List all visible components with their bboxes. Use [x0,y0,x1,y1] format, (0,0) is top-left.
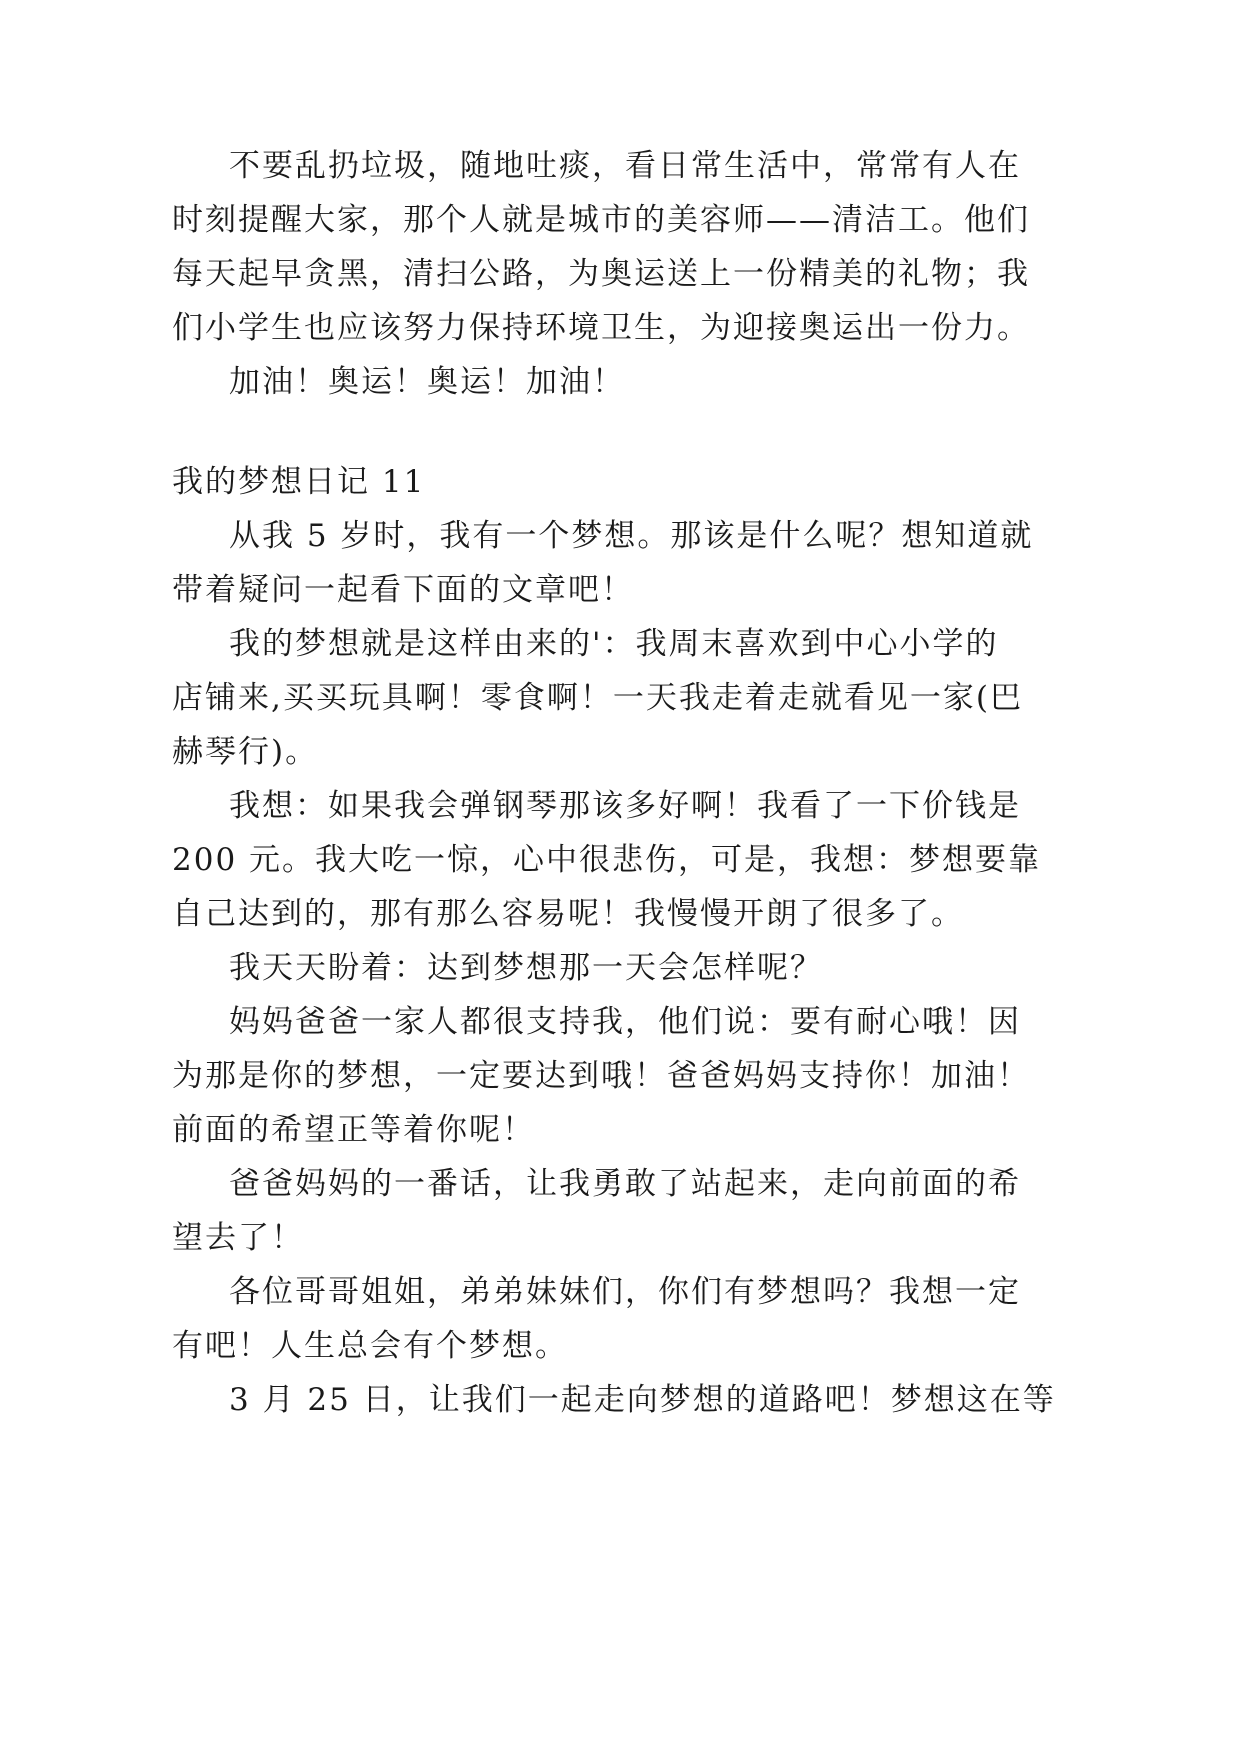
text-line: 带着疑问一起看下面的文章吧！ [172,572,634,608]
text-line: 赫琴行)。 [172,734,319,770]
text-line: 3 月 25 日，让我们一起走向梦想的道路吧！梦想这在等 [229,1382,1056,1418]
text-line: 前面的希望正等着你呢！ [172,1112,535,1148]
text-line: 我天天盼着：达到梦想那一天会怎样呢？ [229,950,823,986]
text-line: 我想：如果我会弹钢琴那该多好啊！我看了一下价钱是 [229,788,1021,824]
text-line: 有吧！人生总会有个梦想。 [172,1328,568,1364]
text-line: 店铺来,买买玩具啊！零食啊！一天我走着走就看见一家(巴 [172,680,1023,716]
text-line: 爸爸妈妈的一番话，让我勇敢了站起来，走向前面的希 [229,1166,1021,1202]
text-line: 为那是你的梦想，一定要达到哦！爸爸妈妈支持你！加油！ [172,1058,1030,1094]
text-line: 从我 5 岁时，我有一个梦想。那该是什么呢？想知道就 [229,518,1034,554]
text-line: 望去了！ [172,1220,304,1256]
text-line: 自己达到的，那有那么容易呢！我慢慢开朗了很多了。 [172,896,964,932]
text-line: 们小学生也应该努力保持环境卫生，为迎接奥运出一份力。 [172,310,1030,346]
text-line: 每天起早贪黑，清扫公路，为奥运送上一份精美的礼物；我 [172,256,1030,292]
text-line: 妈妈爸爸一家人都很支持我，他们说：要有耐心哦！因 [229,1004,1021,1040]
text-line: 时刻提醒大家，那个人就是城市的美容师——清洁工。他们 [172,202,1030,238]
text-line: 不要乱扔垃圾，随地吐痰，看日常生活中，常常有人在 [229,148,1021,184]
section-heading: 我的梦想日记 11 [172,464,426,500]
text-line: 我的梦想就是这样由来的'：我周末喜欢到中心小学的 [229,626,999,662]
text-line: 加油！奥运！奥运！加油！ [229,364,625,400]
text-line: 各位哥哥姐姐，弟弟妹妹们，你们有梦想吗？我想一定 [229,1274,1021,1310]
text-line: 200 元。我大吃一惊，心中很悲伤，可是，我想：梦想要靠 [172,842,1042,878]
